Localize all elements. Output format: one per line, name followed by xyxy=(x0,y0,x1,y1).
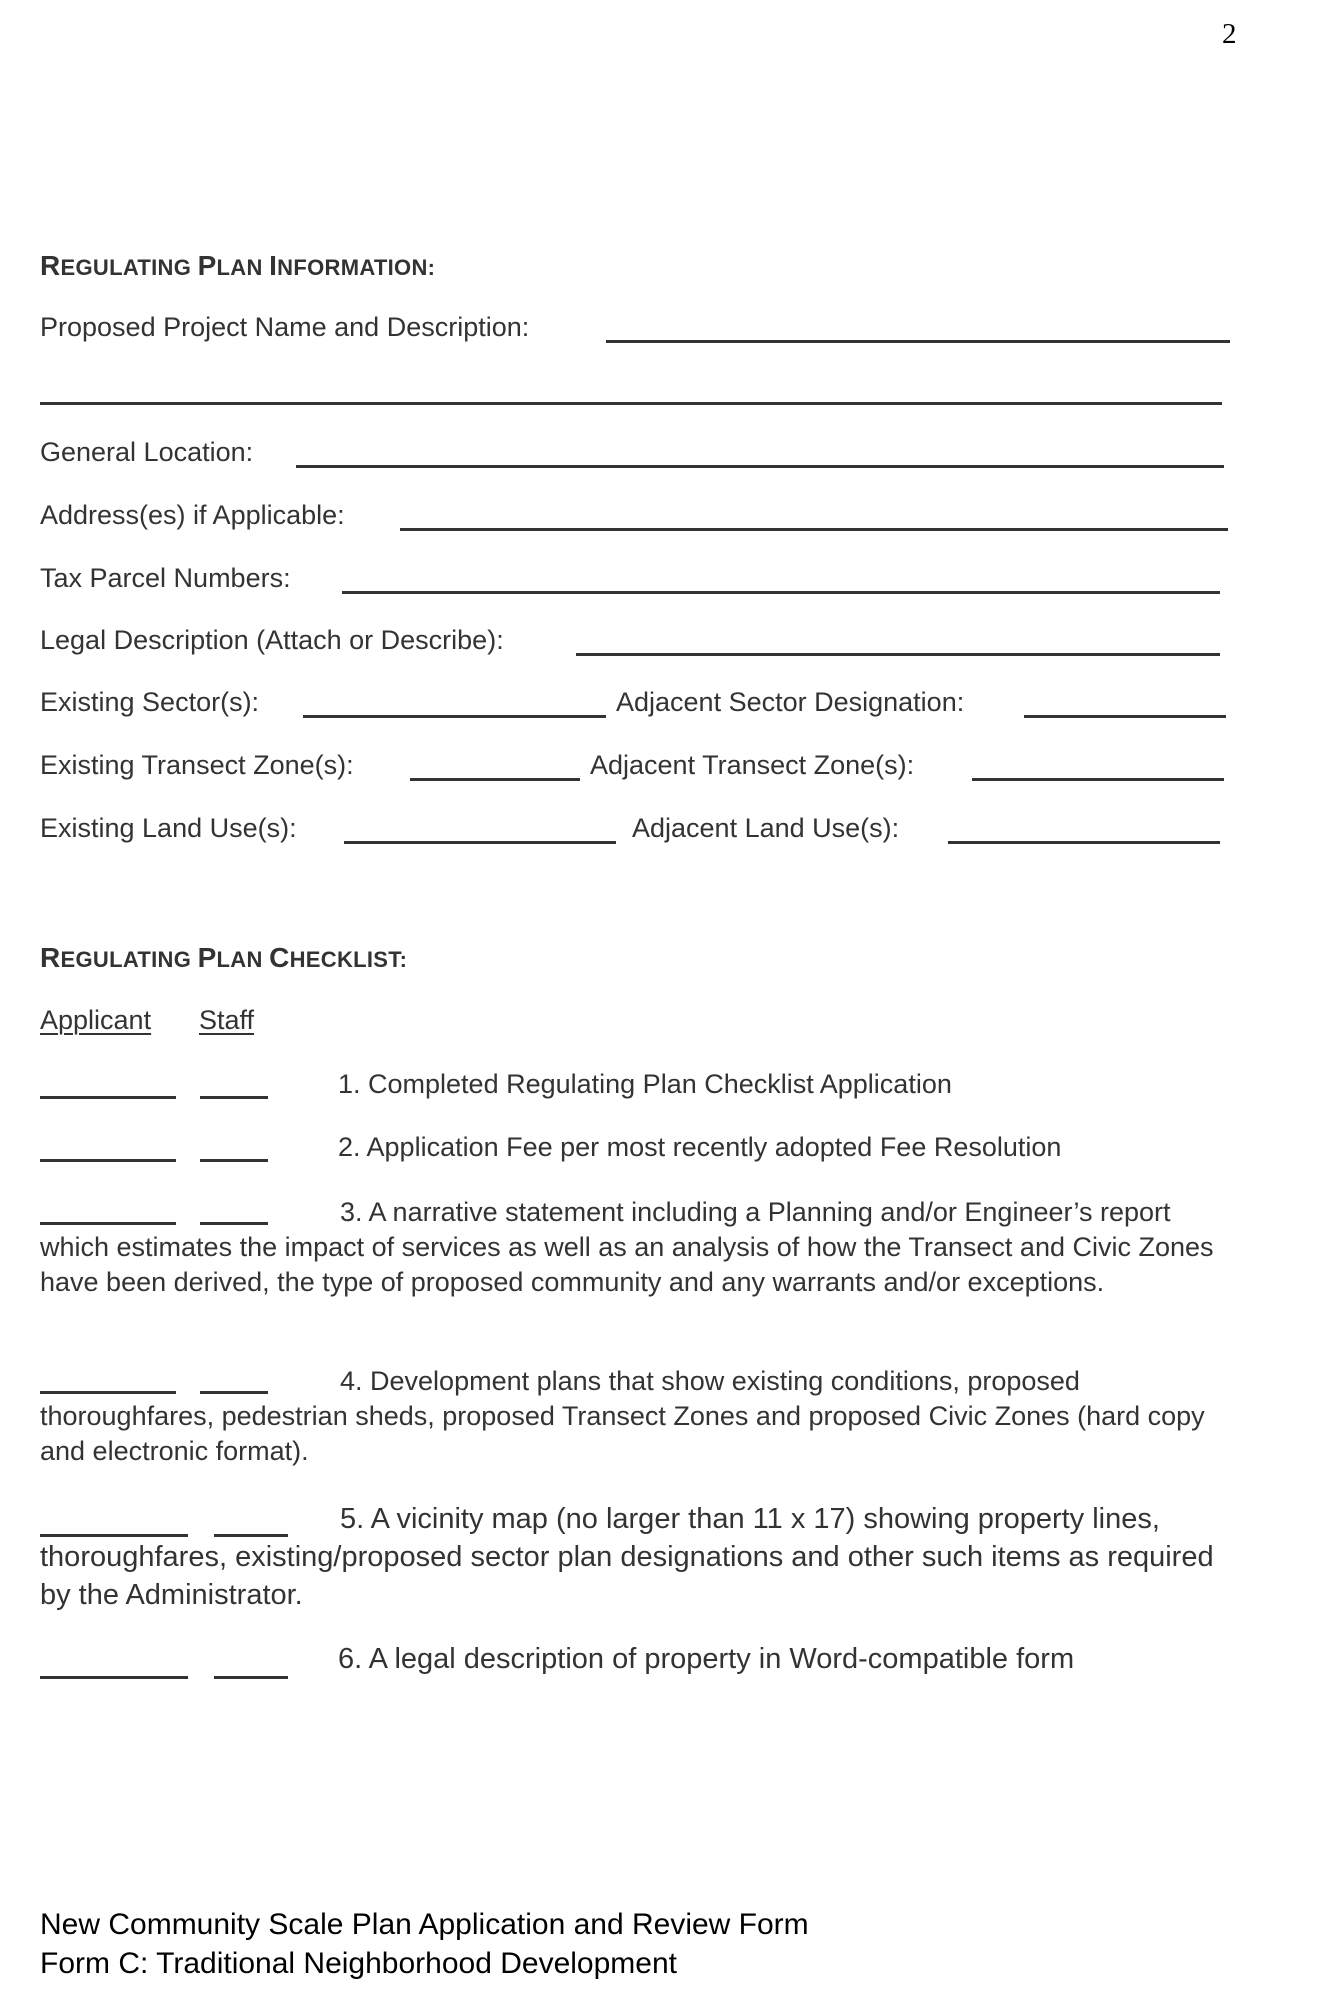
legal-description-field[interactable] xyxy=(576,653,1220,656)
addresses-label: Address(es) if Applicable: xyxy=(40,500,345,530)
checklist-item-1: 1. Completed Regulating Plan Checklist Application xyxy=(338,1069,952,1099)
checklist-item-4: 4. Development plans that show existing conditions, proposed thoroughfares, pedestrian sheds, proposed Transect Zones and proposed Civic Zones (hard copy and electronic format). xyxy=(40,1366,1205,1466)
general-location-field[interactable] xyxy=(296,465,1224,468)
adjacent-land-use-field[interactable] xyxy=(948,841,1220,844)
tax-parcel-field[interactable] xyxy=(342,591,1220,594)
existing-land-use-field[interactable] xyxy=(344,841,616,844)
checklist-item-2: 2. Application Fee per most recently adopted Fee Resolution xyxy=(338,1132,1062,1162)
general-location-label: General Location: xyxy=(40,437,254,467)
staff-check-2[interactable] xyxy=(200,1159,268,1162)
info-section-heading: REGULATING PLAN INFORMATION: xyxy=(40,250,436,281)
staff-check-1[interactable] xyxy=(200,1096,268,1099)
project-name-field[interactable] xyxy=(606,340,1230,343)
footer-form-title: New Community Scale Plan Application and Review Form xyxy=(40,1908,809,1941)
addresses-field[interactable] xyxy=(400,528,1228,531)
existing-sectors-label: Existing Sector(s): xyxy=(40,687,260,717)
adjacent-land-use-label: Adjacent Land Use(s): xyxy=(632,813,900,843)
staff-column-header: Staff xyxy=(199,1005,255,1035)
existing-land-use-label: Existing Land Use(s): xyxy=(40,813,297,843)
adjacent-transect-label: Adjacent Transect Zone(s): xyxy=(590,750,915,780)
applicant-check-6[interactable] xyxy=(40,1676,188,1679)
project-description-field[interactable] xyxy=(40,402,1222,405)
adjacent-sector-field[interactable] xyxy=(1024,715,1226,718)
checklist-item-5: 5. A vicinity map (no larger than 11 x 17) showing property lines, thoroughfares, existing/proposed sector plan designations and other such items as required by the Administrator. xyxy=(40,1503,1214,1611)
staff-check-6[interactable] xyxy=(214,1676,288,1679)
checklist-item-3: 3. A narrative statement including a Planning and/or Engineer’s report which estimates the impact of services as well as an analysis of how the Transect and Civic Zones have been derived, the type of proposed community and any warrants and/or exceptions. xyxy=(40,1197,1214,1297)
footer-form-subtitle: Form C: Traditional Neighborhood Development xyxy=(40,1947,677,1980)
page-number: 2 xyxy=(1222,18,1237,50)
applicant-column-header: Applicant xyxy=(40,1005,152,1035)
applicant-check-2[interactable] xyxy=(40,1159,176,1162)
adjacent-transect-field[interactable] xyxy=(972,778,1224,781)
existing-transect-label: Existing Transect Zone(s): xyxy=(40,750,354,780)
tax-parcel-label: Tax Parcel Numbers: xyxy=(40,563,291,593)
applicant-check-1[interactable] xyxy=(40,1096,176,1099)
existing-sectors-field[interactable] xyxy=(303,715,606,718)
project-name-label: Proposed Project Name and Description: xyxy=(40,312,530,342)
checklist-section-heading: REGULATING PLAN CHECKLIST: xyxy=(40,942,408,973)
checklist-item-6: 6. A legal description of property in Word-compatible form xyxy=(338,1643,1075,1675)
adjacent-sector-label: Adjacent Sector Designation: xyxy=(616,687,965,717)
legal-description-label: Legal Description (Attach or Describe): xyxy=(40,625,504,655)
existing-transect-field[interactable] xyxy=(410,778,580,781)
